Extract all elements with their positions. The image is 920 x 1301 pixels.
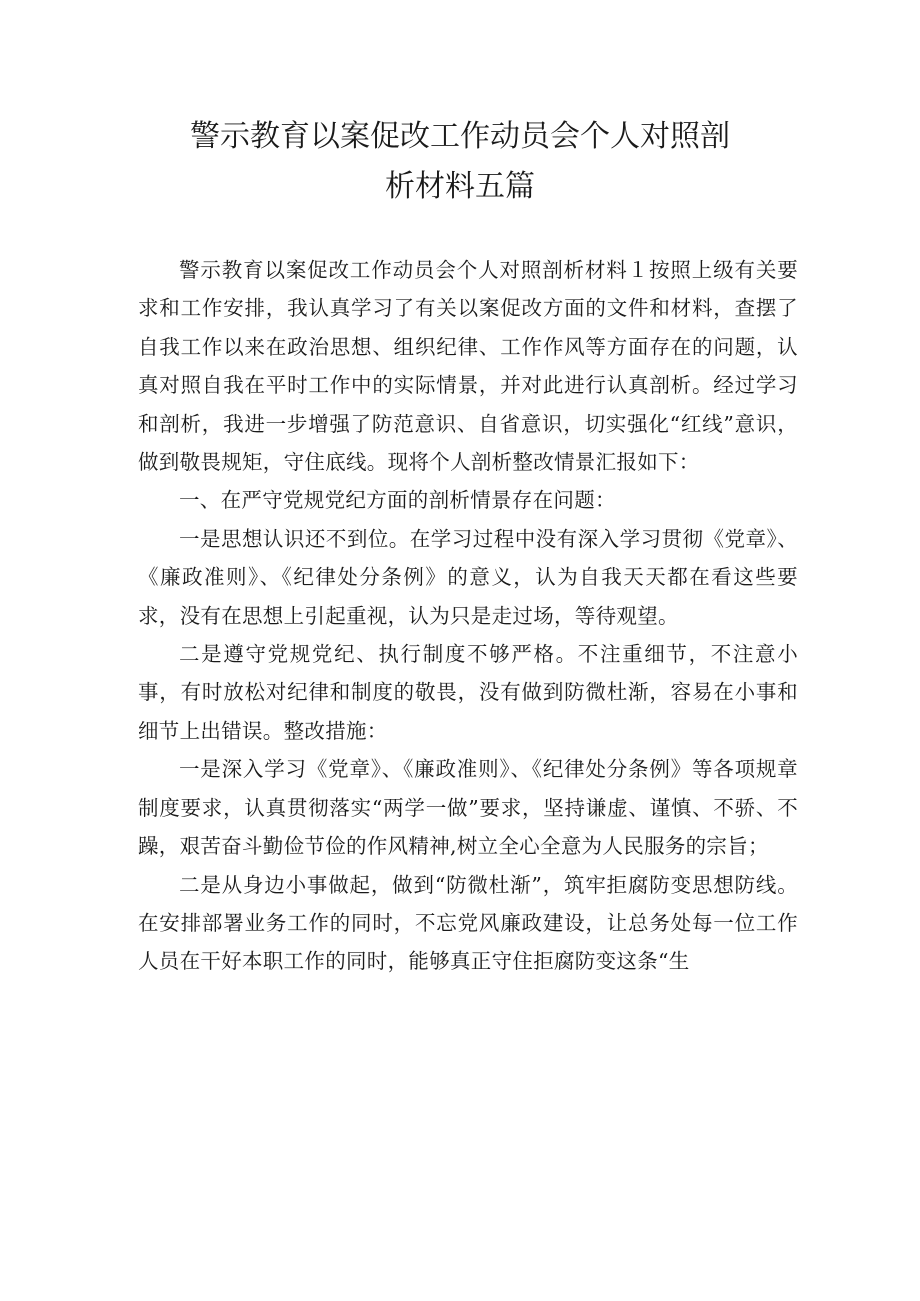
- document-title: [140, 112, 780, 212]
- document-title-line-1: 警示教育以案促改工作动员会个人对照剖: [190, 119, 730, 154]
- paragraph-problem-2: 二是遵守党规党纪、执行制度不够严格。不注重细节，不注意小事，有时放松对纪律和制度的敬畏，没有做到防微杜渐，容易在小事和细节上出错误。整改措施：: [138, 642, 798, 743]
- document-title-line-2: 析材料五篇: [385, 169, 535, 204]
- paragraph-measure-2: 二是从身边小事做起，做到“防微杜渐”，筑牢拒腐防变思想防线。在安排部署业务工作的同时，不忘党风廉政建设，让总务处每一位工作人员在干好本职工作的同时，能够真正守住拒腐防变这条“生: [138, 872, 798, 974]
- paragraph-intro: 警示教育以案促改工作动员会个人对照剖析材料１按照上级有关要求和工作安排，我认真学习了有关以案促改方面的文件和材料，查摆了自我工作以来在政治思想、组织纪律、工作作风等方面存在的问题，认真对照自我在平时工作中的实际情景，并对此进行认真剖析。经过学习和剖析，我进一步增强了防范意识、自省意识，切实强化“红线”意识，做到敬畏规矩，守住底线。现将个人剖析整改情景汇报如下：: [138, 258, 798, 475]
- document-body: [138, 251, 798, 981]
- paragraph-problem-1: 一是思想认识还不到位。在学习过程中没有深入学习贯彻《党章》、《廉政准则》、《纪律处分条例》的意义，认为自我天天都在看这些要求，没有在思想上引起重视，认为只是走过场，等待观望。: [138, 526, 798, 628]
- paragraph-measure-1: 一是深入学习《党章》、《廉政准则》、《纪律处分条例》等各项规章制度要求，认真贯彻落实“两学一做”要求，坚持谦虚、谨慎、不骄、不躁，艰苦奋斗勤俭节俭的作风精神,树立全心全意为人民服务的宗旨；: [138, 757, 798, 859]
- paragraph-section-heading: 一、在严守党规党纪方面的剖析情景存在问题：: [179, 488, 616, 513]
